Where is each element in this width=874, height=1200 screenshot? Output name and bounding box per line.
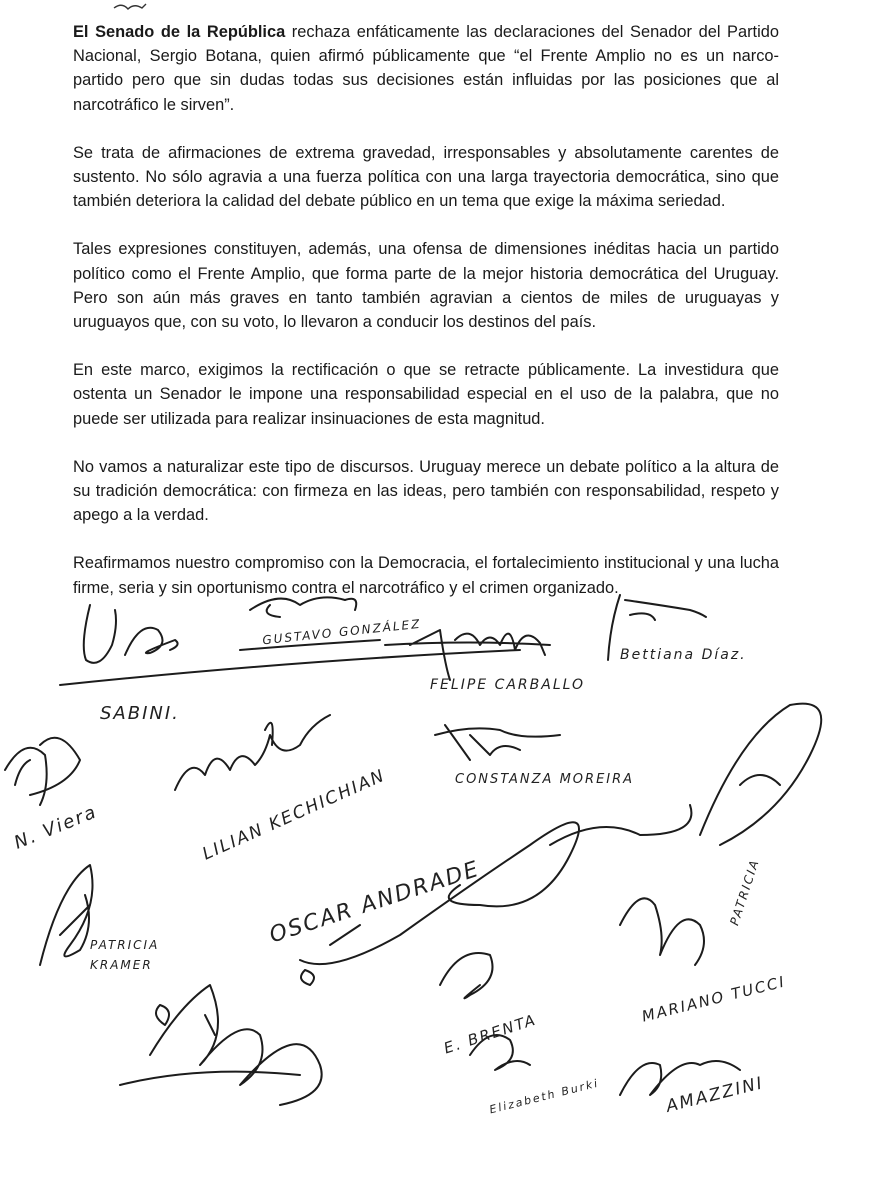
name-constanza-moreira: CONSTANZA MOREIRA [455,772,635,787]
name-lilian-kechichian: LILIAN KECHICHIAN [199,765,389,865]
name-elizabeth-burki: Elizabeth Burki [488,1076,601,1117]
name-mariano-tucci: MARIANO TUCCI [640,972,788,1026]
name-amazzini: AMAZZINI [664,1073,766,1117]
name-sabini: SABINI. [100,703,180,724]
paragraph-3: Tales expresiones constituyen, además, una ofensa de dimensiones inéditas hacia un partido político como el Frente Amplio, que forma parte de la mejor historia democrática del Uruguay. Pero son aún más graves en tanto también agravian a cientos de miles de uruguayas y uruguayos que, con su voto, lo llevaron a conducir los destinos del país. [73,240,779,332]
name-bettiana-diaz: Bettiana Díaz. [620,647,747,663]
signature-bottom-left [120,985,322,1105]
paragraph-2: Se trata de afirmaciones de extrema gravedad, irresponsables y absolutamente carentes de sustento. No sólo agravia a una fuerza política con una larga trayectoria democrática, sino que también deteriora la calidad del debate público en un tema que exige la máxima seriedad. [73,143,779,211]
signature-kramer [40,865,93,965]
name-gustavo-gonzalez: GUSTAVO GONZÁLEZ [261,616,422,648]
name-felipe-carballo: FELIPE CARBALLO [430,677,586,693]
paragraph-5: No vamos a naturalizar este tipo de discursos. Uruguay merece un debate político a la altura de su tradición democrática: con firmeza en las ideas, pero también con responsabilidad, respeto y apego a la verdad. [73,457,779,525]
signature-sabini [60,605,520,685]
corner-scribble [112,0,152,14]
paragraph-1 [73,20,779,117]
name-patricia-kramer-1: PATRICIA KRAMER [90,938,160,972]
paragraph-4: En este marco, exigimos la rectificación o que se retracte públicamente. La investidura que ostenta un Senador le impone una responsabilidad especial en el uso de la palabra, que no puede ser utilizada para realizar insinuaciones de esta magnitud. [73,361,779,428]
paragraph-6: Reafirmamos nuestro compromiso con la Democracia, el fortalecimiento institucional y una lucha firme, seria y sin oportunismo contra el narcotráfico y el crimen organizado. [73,554,779,597]
senate-lead: El Senado de la República [73,23,286,41]
name-nviera: N. Viera [11,801,101,854]
signature-nviera [5,738,80,805]
signature-andrade [300,805,691,964]
name-e-brenta: E. BRENTA [441,1010,539,1058]
paragraph-1-text: rechaza enfáticamente las declaraciones del Senador del Partido Nacional, Sergio Botana, quien afirmó públicamente que “el Frente Amplio no es un narco-partido pero que sin dudas todas sus decisiones están influidas por las posiciones que al narcotráfico le sirven”. [73,23,779,114]
statement-body [73,20,779,624]
name-oscar-andrade: OSCAR ANDRADE [266,856,484,949]
signature-loose-marks [156,970,314,1035]
signature-kechichian [175,715,330,790]
name-rotated-vertical: PATRICIA [727,856,763,928]
signature-moreira [435,725,560,760]
signatures-area [0,585,874,1200]
signature-tucci [620,898,704,965]
signature-right-top [700,704,821,845]
signature-brenta [440,953,493,998]
